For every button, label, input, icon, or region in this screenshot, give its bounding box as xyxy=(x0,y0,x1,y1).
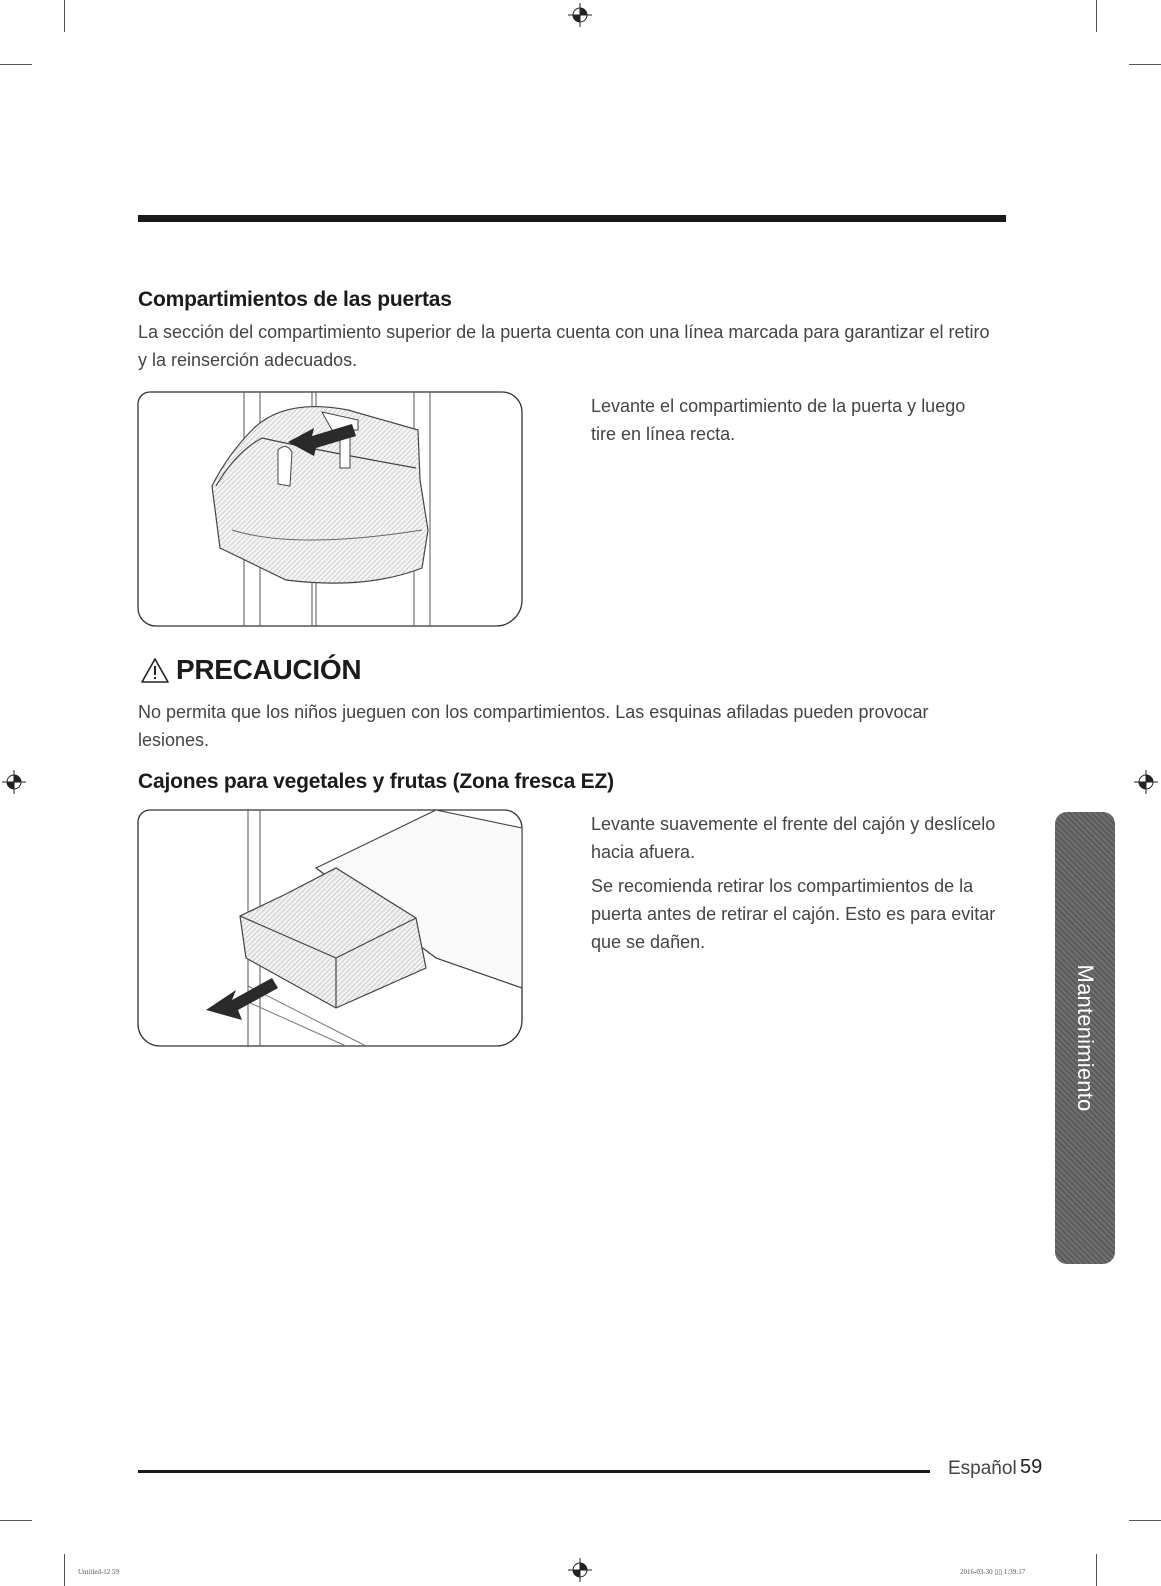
footer-rule xyxy=(138,1470,930,1473)
print-timestamp: 2016-03-30 ▯▯ 1:39:17 xyxy=(960,1568,1026,1576)
instruction-line: Levante el compartimiento de la puerta y luego xyxy=(591,396,966,416)
caution-header xyxy=(140,654,361,686)
crop-mark xyxy=(0,64,32,65)
instruction-line: puerta antes de retirar el cajón. Esto es para evitar xyxy=(591,904,996,924)
registration-mark-icon xyxy=(568,3,592,27)
instruction-line: hacia afuera. xyxy=(591,842,696,862)
caution-line: No permita que los niños jueguen con los compartimientos. Las esquinas afiladas pueden provocar xyxy=(138,702,929,722)
door-bin-illustration xyxy=(136,390,524,628)
intro-line: y la reinserción adecuados. xyxy=(138,350,358,370)
instruction-line: tire en línea recta. xyxy=(591,424,736,444)
crop-mark xyxy=(1096,1554,1097,1586)
registration-mark-icon xyxy=(2,770,26,794)
section-heading-vegetable-drawers: Cajones para vegetales y frutas (Zona fresca EZ) xyxy=(138,770,614,793)
page-number: 59 xyxy=(1020,1456,1043,1478)
intro-paragraph xyxy=(138,318,1018,374)
caution-title: PRECAUCIÓN xyxy=(176,654,362,685)
crop-mark xyxy=(0,1520,32,1521)
instruction-line: que se dañen. xyxy=(591,932,706,952)
crop-mark xyxy=(1129,64,1161,65)
caution-text xyxy=(138,698,1018,754)
section-rule xyxy=(138,215,1006,222)
section-side-tab xyxy=(1055,812,1115,1264)
door-bin-instructions xyxy=(591,392,1011,448)
crop-mark xyxy=(64,1554,65,1586)
crop-mark xyxy=(1096,0,1097,32)
crop-mark xyxy=(64,0,65,32)
instruction-line: Se recomienda retirar los compartimientos de la xyxy=(591,876,974,896)
footer-language: Español xyxy=(948,1458,1017,1479)
registration-mark-icon xyxy=(1134,770,1158,794)
section-heading-door-bins: Compartimientos de las puertas xyxy=(138,288,452,311)
instruction-line: Levante suavemente el frente del cajón y deslícelo xyxy=(591,814,996,834)
print-file-label: Untitled-12 59 xyxy=(78,1568,120,1576)
warning-triangle-icon xyxy=(140,657,170,684)
caution-line: lesiones. xyxy=(138,730,210,750)
intro-line: La sección del compartimiento superior de la puerta cuenta con una línea marcada para garantizar el retiro xyxy=(138,322,990,342)
side-tab-label: Mantenimiento xyxy=(1073,964,1098,1112)
crop-mark xyxy=(1129,1520,1161,1521)
registration-mark-icon xyxy=(568,1558,592,1582)
vegetable-drawer-illustration xyxy=(136,808,524,1052)
drawer-instructions xyxy=(591,810,1011,956)
